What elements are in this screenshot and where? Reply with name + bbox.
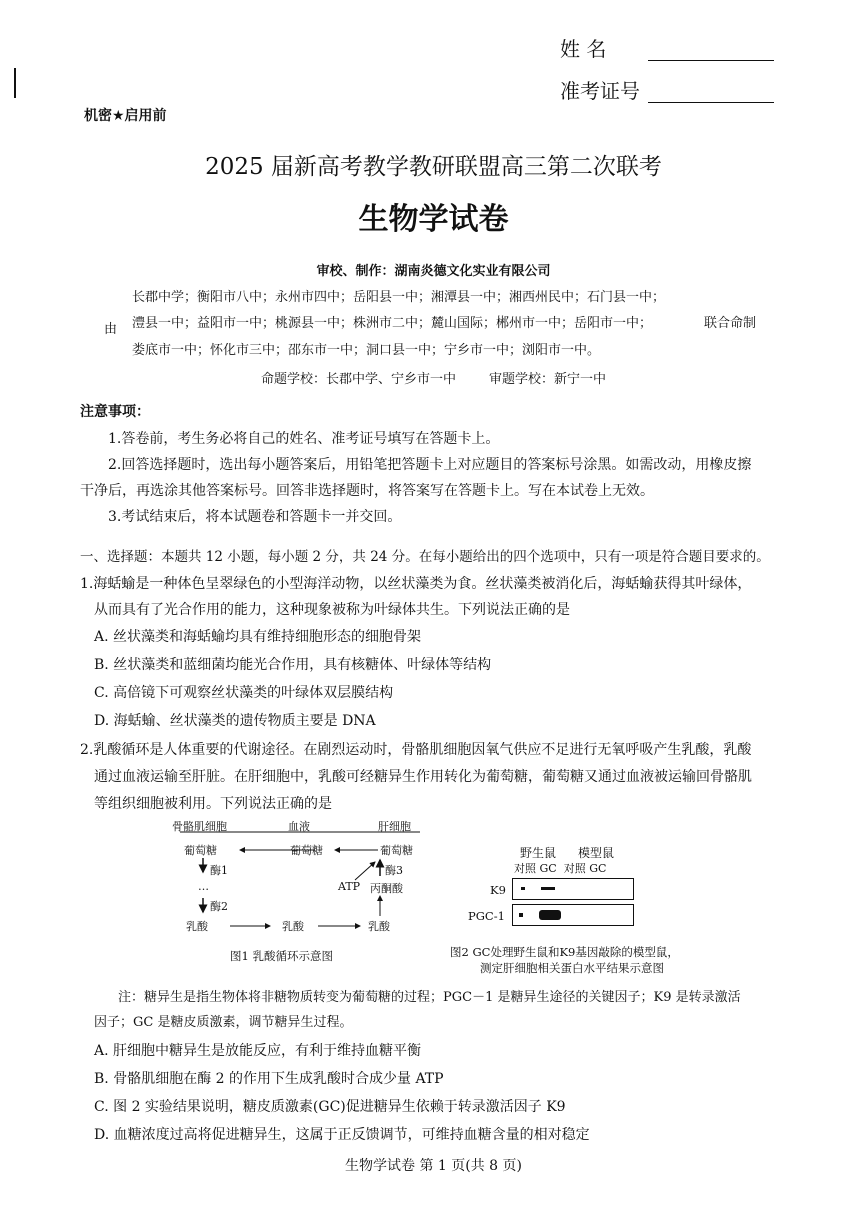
q1-option-a: A. 丝状藻类和海蛞蝓均具有维持细胞形态的细胞骨架 — [94, 629, 422, 645]
fig2-model-label: 模型鼠 — [578, 846, 615, 860]
section-heading: 一、选择题：本题共 12 小题，每小题 2 分，共 24 分。在每小题给出的四个选项中，只有一项是符合题目要求的。 — [80, 549, 770, 565]
q1-option-c: C. 高倍镜下可观察丝状藻类的叶绿体双层膜结构 — [94, 685, 394, 701]
name-label-text: 姓 名 — [560, 37, 607, 61]
q2-stem-3: 等组织细胞被利用。下列说法正确的是 — [94, 796, 332, 812]
review-credit: 审校、制作：湖南炎德文化实业有限公司 — [316, 264, 551, 279]
q2-option-d: D. 血糖浓度过高将促进糖异生，这属于正反馈调节，可维持血糖含量的相对稳定 — [94, 1127, 590, 1143]
q2-option-a: A. 肝细胞中糖异生是放能反应，有利于维持血糖平衡 — [94, 1043, 422, 1059]
fig2-band-k9-control — [521, 887, 525, 890]
fig1-pyruvate: 丙酮酸 — [370, 882, 403, 895]
q1-stem-1: 1.海蛞蝓是一种体色呈翠绿色的小型海洋动物，以丝状藻类为食。丝状藻类被消化后，海蛞蝓获得其叶绿体， — [80, 576, 752, 592]
exam-title: 2025 届新高考教学教研联盟高三第二次联考 — [205, 154, 662, 180]
notice-item-2a: 2.回答选择题时，选出每小题答案后，用铅笔把答题卡上对应题目的答案标号涂黑。如需改动，用橡皮擦 — [108, 457, 752, 473]
fig1-col-blood: 血液 — [288, 820, 310, 833]
joint-label: 联合命制 — [704, 316, 757, 331]
schools-line-3: 娄底市一中；怀化市三中；邵东市一中；洞口县一中；宁乡市一中；浏阳市一中。 — [132, 343, 601, 358]
confidential-mark: 机密★启用前 — [84, 108, 167, 124]
id-blank[interactable] — [648, 82, 774, 103]
id-label-text: 准考证号 — [560, 79, 640, 103]
fig2-row-pgc1: PGC-1 — [468, 909, 505, 923]
q1-stem-2: 从而具有了光合作用的能力，这种现象被称为叶绿体共生。下列说法正确的是 — [94, 602, 570, 618]
q2-option-c: C. 图 2 实验结果说明，糖皮质激素(GC)促进糖异生依赖于转录激活因子 K9 — [94, 1099, 566, 1115]
q2-note-2: 因子；GC 是糖皮质激素，调节糖异生过程。 — [94, 1015, 353, 1030]
notice-item-3: 3.考试结束后，将本试题卷和答题卡一并交回。 — [108, 509, 402, 525]
q2-stem-2: 通过血液运输至肝脏。在肝细胞中，乳酸可经糖异生作用转化为葡萄糖，葡萄糖又通过血液被运输回骨骼肌 — [94, 769, 752, 785]
fig2-band-pgc1-gc — [539, 910, 561, 920]
q2-stem-1: 2.乳酸循环是人体重要的代谢途径。在剧烈运动时，骨骼肌细胞因氧气供应不足进行无氧呼吸产生乳酸，乳酸 — [80, 742, 752, 758]
fig2-caption-1: 图2 GC处理野生鼠和K9基因敲除的模型鼠， — [450, 945, 679, 959]
fig1-lactate-blood: 乳酸 — [282, 920, 304, 933]
fig2-blot-k9 — [512, 878, 634, 900]
q2-note-1: 注：糖异生是指生物体将非糖物质转变为葡萄糖的过程；PGC－1 是糖异生途径的关键因子；K9 是转录激活 — [118, 990, 741, 1005]
fig2-caption-2: 测定肝细胞相关蛋白水平结果示意图 — [480, 961, 664, 975]
notice-item-1: 1.答卷前，考生务必将自己的姓名、准考证号填写在答题卡上。 — [108, 431, 500, 447]
schools-line-2: 澧县一中；益阳市一中；桃源县一中；株洲市二中；麓山国际；郴州市一中；岳阳市一中； — [132, 316, 653, 331]
figure-2 — [450, 842, 710, 982]
fig2-row-k9: K9 — [490, 883, 506, 897]
name-label — [560, 36, 606, 62]
you-char: 由 — [104, 322, 118, 337]
fig2-band-pgc1-control — [519, 913, 523, 917]
fig1-glucose-liver: 葡萄糖 — [380, 844, 413, 857]
fig1-glucose-muscle: 葡萄糖 — [184, 844, 217, 857]
left-edge-mark — [14, 68, 16, 98]
fig1-col-liver: 肝细胞 — [378, 820, 411, 833]
fig1-glucose-blood: 葡萄糖 — [290, 844, 323, 857]
fig1-enzyme-1: 酶1 — [210, 864, 228, 877]
fig1-caption: 图1 乳酸循环示意图 — [230, 949, 333, 963]
id-label — [560, 78, 640, 104]
notice-heading: 注意事项： — [80, 404, 150, 420]
fig1-lactate-liver: 乳酸 — [368, 920, 390, 933]
page-footer: 生物学试卷 第 1 页(共 8 页) — [345, 1158, 522, 1174]
figure-1 — [170, 818, 440, 968]
fig2-band-k9-gc — [541, 887, 555, 890]
q2-option-b: B. 骨骼肌细胞在酶 2 的作用下生成乳酸时合成少量 ATP — [94, 1071, 444, 1087]
name-blank[interactable] — [648, 40, 774, 61]
fig2-wild-label: 野生鼠 — [520, 846, 557, 860]
subject-title: 生物学试卷 — [358, 202, 509, 237]
schools-line-1: 长郡中学；衡阳市八中；永州市四中；岳阳县一中；湘潭县一中；湘西州民中；石门县一中； — [132, 290, 666, 305]
fig1-col-muscle: 骨骼肌细胞 — [172, 820, 227, 833]
fig2-sub-labels: 对照 GC 对照 GC — [514, 862, 607, 875]
fig1-atp: ATP — [338, 880, 361, 893]
fig1-enzyme-3: 酶3 — [385, 864, 403, 877]
q1-option-b: B. 丝状藻类和蓝细菌均能光合作用，具有核糖体、叶绿体等结构 — [94, 657, 492, 673]
fig1-lactate-muscle: 乳酸 — [186, 920, 208, 933]
proposer-line: 命题学校：长郡中学、宁乡市一中 审题学校：新宁一中 — [260, 372, 607, 387]
fig1-enzyme-2: 酶2 — [210, 900, 228, 913]
notice-item-2b: 干净后，再选涂其他答案标号。回答非选择题时，将答案写在答题卡上。写在本试卷上无效。 — [80, 483, 654, 499]
fig2-blot-pgc1 — [512, 904, 634, 926]
fig1-dots: … — [198, 880, 209, 893]
q1-option-d: D. 海蛞蝓、丝状藻类的遗传物质主要是 DNA — [94, 713, 376, 729]
